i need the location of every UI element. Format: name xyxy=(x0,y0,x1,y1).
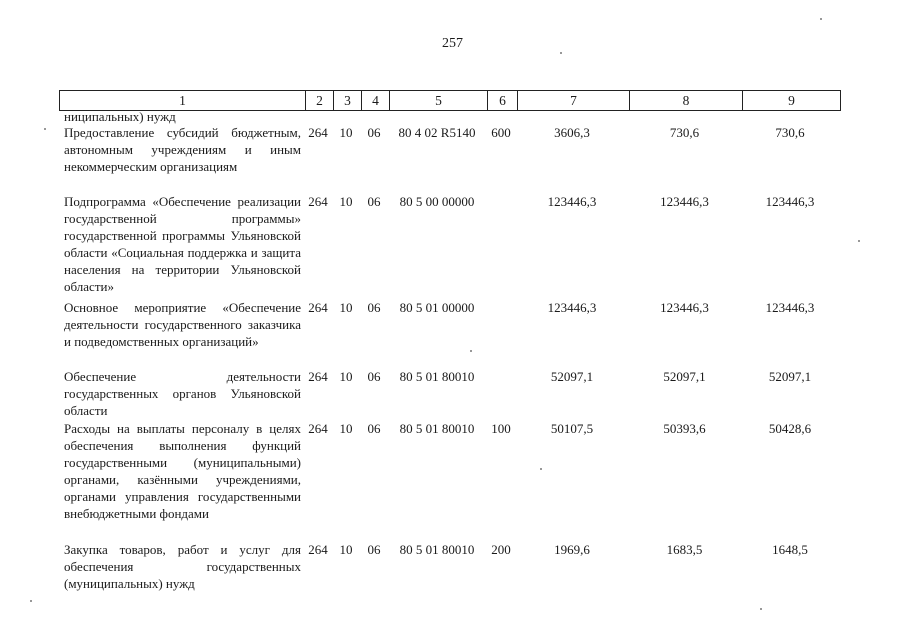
row-col-8: 50393,6 xyxy=(663,421,706,436)
row-col-7: 123446,3 xyxy=(547,194,597,209)
row-description: Предоставление субсидий бюджетным, автономным учреждениям и иным некоммерческим организациям xyxy=(64,125,301,174)
header-col-8: 8 xyxy=(629,91,742,110)
table-row xyxy=(59,194,839,300)
row-col-6 xyxy=(486,369,516,421)
row-col-9: 123446,3 xyxy=(765,194,815,209)
header-col-2: 2 xyxy=(305,91,333,110)
row-col-9: 123446,3 xyxy=(765,300,815,315)
row-col-8: 1683,5 xyxy=(666,542,703,557)
row-col-2: 264 xyxy=(308,542,328,557)
row-col-4: 06 xyxy=(367,542,381,557)
scan-speck xyxy=(760,608,762,610)
scan-speck xyxy=(30,600,32,602)
row-col-6 xyxy=(486,194,516,300)
row-col-2: 264 xyxy=(308,125,328,140)
table-header xyxy=(59,90,841,111)
row-col-3: 10 xyxy=(339,542,353,557)
row-col-4: 06 xyxy=(367,125,381,140)
row-col-5: 80 4 02 R5140 xyxy=(398,125,476,140)
row-col-5: 80 5 00 00000 xyxy=(399,194,475,209)
table-row xyxy=(59,542,839,594)
row-col-8: 123446,3 xyxy=(660,300,709,315)
row-col-6 xyxy=(486,300,516,369)
scan-speck xyxy=(540,468,542,470)
row-col-3: 10 xyxy=(339,194,353,209)
header-col-9: 9 xyxy=(742,91,840,110)
table-row xyxy=(59,125,839,194)
row-description: Обеспечение деятельности государственных органов Ульяновской области xyxy=(64,369,301,418)
header-col-7: 7 xyxy=(517,91,629,110)
row-col-9: 730,6 xyxy=(775,125,805,140)
scan-speck xyxy=(560,52,562,54)
row-col-2: 264 xyxy=(308,300,328,315)
row-col-7: 1969,6 xyxy=(554,542,590,557)
row-col-9: 1648,5 xyxy=(772,542,808,557)
row-col-7: 50107,5 xyxy=(550,421,594,436)
row-col-4: 06 xyxy=(367,194,381,209)
row-col-4: 06 xyxy=(367,369,381,384)
row-col-2: 264 xyxy=(308,194,328,209)
row-col-2: 264 xyxy=(308,421,328,436)
row-description: Подпрограмма «Обеспечение реализации государственной программы» государственной программы Ульяновской области «Социальная поддержка и защита населения на территории Ульяновской области» xyxy=(64,194,301,294)
row-col-4: 06 xyxy=(367,300,381,315)
row-col-3: 10 xyxy=(339,369,353,384)
row-col-3: 10 xyxy=(339,125,353,140)
row-col-8: 52097,1 xyxy=(663,369,706,384)
row-col-9: 52097,1 xyxy=(768,369,812,384)
row-col-2: 264 xyxy=(308,369,328,384)
header-col-1: 1 xyxy=(179,93,186,108)
scan-speck xyxy=(858,240,860,242)
header-col-3: 3 xyxy=(333,91,361,110)
row-col-7: 123446,3 xyxy=(547,300,597,315)
row-col-3: 10 xyxy=(339,421,353,436)
scan-speck xyxy=(470,350,472,352)
row-col-4: 06 xyxy=(367,421,381,436)
header-col-5: 5 xyxy=(389,91,487,110)
row-col-5: 80 5 01 80010 xyxy=(399,369,475,384)
header-col-4: 4 xyxy=(361,91,389,110)
table-row xyxy=(59,421,839,542)
row-col-8: 123446,3 xyxy=(660,194,709,209)
row-col-5: 80 5 01 80010 xyxy=(399,421,475,436)
row-description: Расходы на выплаты персоналу в целях обеспечения выполнения функций государственными (муниципальными) органами, казёнными учреждениями, органами управления государственными внебюджетными фондами xyxy=(64,421,301,521)
table-row xyxy=(59,300,839,369)
row-description: Основное мероприятие «Обеспечение деятельности государственного заказчика и подведомственных организаций» xyxy=(64,300,301,349)
table-row xyxy=(59,369,839,421)
row-description: Закупка товаров, работ и услуг для обеспечения государственных (муниципальных) нужд xyxy=(64,542,301,591)
row-col-7: 52097,1 xyxy=(550,369,594,384)
header-col-6: 6 xyxy=(487,91,517,110)
scan-speck xyxy=(820,18,822,20)
row-description: ниципальных) нужд xyxy=(64,109,176,124)
row-col-8: 730,6 xyxy=(669,125,700,140)
row-col-6: 200 xyxy=(491,542,511,557)
row-col-5: 80 5 01 80010 xyxy=(399,542,475,557)
row-col-7: 3606,3 xyxy=(554,125,590,140)
table-row xyxy=(59,109,839,125)
row-col-9: 50428,6 xyxy=(768,421,812,436)
row-col-3: 10 xyxy=(339,300,353,315)
row-col-6: 100 xyxy=(491,421,511,436)
row-col-5: 80 5 01 00000 xyxy=(399,300,475,315)
scan-speck xyxy=(44,128,46,130)
table-body xyxy=(59,109,839,594)
page-number: 257 xyxy=(442,36,463,51)
row-col-6: 600 xyxy=(491,125,511,140)
